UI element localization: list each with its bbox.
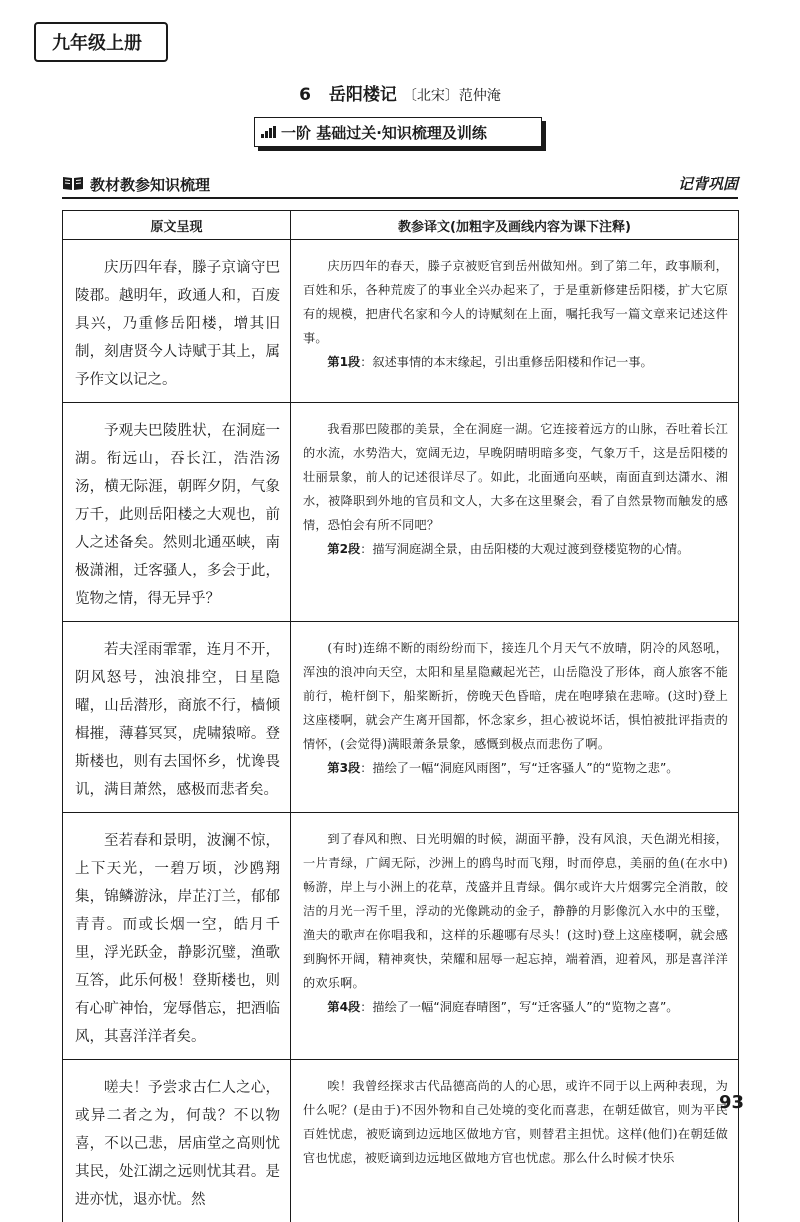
original-text: 至若春和景明，波澜不惊，上下天光，一碧万顷，沙鸥翔集，锦鳞游泳，岸芷汀兰，郁郁青青。而或长烟一空，皓月千里，浮光跃金，静影沉璧，渔歌互答，此乐何极！登斯楼也，则有心旷神怡，宠辱偕忘，把酒临风，其喜洋洋者矣。 <box>75 827 280 1051</box>
table-row <box>63 240 739 403</box>
summary-label: 第4段 <box>327 1000 360 1014</box>
translation-text: 唉！我曾经探求古代品德高尚的人的心思，或许不同于以上两种表现，为什么呢？(是由于)不因外物和自己处境的变化而喜悲，在朝廷做官，则为平民百姓忧虑，被贬谪到边远地区做地方官，则替君主担忧。这样(他们)在朝廷做官也忧虑，被贬谪到边远地区做地方官也忧虑。那么什么时候才快乐 <box>303 1074 728 1170</box>
original-cell <box>63 403 291 622</box>
lesson-author: 〔北宋〕范仲淹 <box>403 88 501 104</box>
paragraph-summary <box>303 995 728 1019</box>
level-banner <box>254 117 542 147</box>
grade-label-box <box>34 22 168 62</box>
translation-cell <box>291 813 739 1060</box>
translation-cell <box>291 1060 739 1222</box>
translation-text: (有时)连绵不断的雨纷纷而下，接连几个月天气不放晴，阴冷的风怒吼，浑浊的浪冲向天空，太阳和星星隐藏起光芒，山岳隐没了形体，商人旅客不能前行，桅杆倒下，船桨断折，傍晚天色昏暗，虎在咆哮猿在悲啼。(这时)登上这座楼啊，就会产生离开国都，怀念家乡，担心被说坏话，惧怕被批评指责的情怀，(会觉得)满眼萧条景象，感慨到极点而悲伤了啊。 <box>303 636 728 756</box>
original-text: 予观夫巴陵胜状，在洞庭一湖。衔远山，吞长江，浩浩汤汤，横无际涯，朝晖夕阴，气象万千，此则岳阳楼之大观也，前人之述备矣。然则北通巫峡，南极潇湘，迁客骚人，多会于此，览物之情，得无异乎？ <box>75 417 280 613</box>
original-cell <box>63 240 291 403</box>
column-header-original: 原文呈现 <box>63 211 291 240</box>
summary-text: ：描写洞庭湖全景，由岳阳楼的大观过渡到登楼览物的心情。 <box>360 542 689 556</box>
bar-chart-icon <box>261 126 277 138</box>
summary-text: ：描绘了一幅“洞庭风雨图”，写“迁客骚人”的“览物之悲”。 <box>360 761 678 775</box>
original-text: 若夫淫雨霏霏，连月不开，阴风怒号，浊浪排空，日星隐曜，山岳潜形，商旅不行，樯倾楫摧，薄暮冥冥，虎啸猿啼。登斯楼也，则有去国怀乡，忧谗畏讥，满目萧然，感极而悲者矣。 <box>75 636 280 804</box>
summary-text: ：描绘了一幅“洞庭春晴图”，写“迁客骚人”的“览物之喜”。 <box>360 1000 678 1014</box>
table-row <box>63 403 739 622</box>
translation-cell <box>291 240 739 403</box>
table-row <box>63 1060 739 1222</box>
original-cell <box>63 622 291 813</box>
section-right-label: 记背巩固 <box>678 173 738 194</box>
banner-text: 一阶 基础过关·知识梳理及训练 <box>281 122 487 143</box>
lesson-name: 岳阳楼记 <box>329 85 397 105</box>
original-cell <box>63 813 291 1060</box>
table-row <box>63 813 739 1060</box>
summary-text: ：叙述事情的本末缘起，引出重修岳阳楼和作记一事。 <box>360 355 653 369</box>
summary-label: 第1段 <box>327 355 360 369</box>
original-cell <box>63 1060 291 1222</box>
paragraph-summary <box>303 350 728 374</box>
column-header-translation: 教参译文(加粗字及画线内容为课下注释) <box>291 211 739 240</box>
paragraph-summary <box>303 537 728 561</box>
page-number: 93 <box>719 1092 744 1113</box>
translation-cell <box>291 622 739 813</box>
lesson-title <box>0 80 800 105</box>
comparison-table <box>62 210 739 1222</box>
table-header-row <box>63 211 739 240</box>
translation-cell <box>291 403 739 622</box>
table-row <box>63 622 739 813</box>
summary-label: 第2段 <box>327 542 360 556</box>
translation-text: 庆历四年的春天，滕子京被贬官到岳州做知州。到了第二年，政事顺利，百姓和乐，各种荒废了的事业全兴办起来了，于是重新修建岳阳楼，扩大它原有的规模，把唐代名家和今人的诗赋刻在上面，嘱托我写一篇文章来记述这件事。 <box>303 254 728 350</box>
summary-label: 第3段 <box>327 761 360 775</box>
section-header <box>62 173 738 199</box>
original-text: 庆历四年春，滕子京谪守巴陵郡。越明年，政通人和，百废具兴，乃重修岳阳楼，增其旧制，刻唐贤今人诗赋于其上，属予作文以记之。 <box>75 254 280 394</box>
book-icon <box>62 175 84 191</box>
grade-label: 九年级上册 <box>52 29 142 55</box>
original-text: 嗟夫！予尝求古仁人之心，或异二者之为，何哉？不以物喜，不以己悲，居庙堂之高则忧其民，处江湖之远则忧其君。是进亦忧，退亦忧。然 <box>75 1074 280 1214</box>
translation-text: 我看那巴陵郡的美景，全在洞庭一湖。它连接着远方的山脉，吞吐着长江的水流，水势浩大，宽阔无边，早晚阴晴明暗多变，气象万千，这是岳阳楼的壮丽景象，前人的记述很详尽了。如此，北面通向巫峡，南面直到达潇水、湘水，被降职到外地的官员和文人，大多在这里聚会，看了自然景物而触发的感情，恐怕会有所不同吧？ <box>303 417 728 537</box>
lesson-number: 6 <box>299 85 311 105</box>
section-label: 教材教参知识梳理 <box>90 174 210 195</box>
paragraph-summary <box>303 756 728 780</box>
translation-text: 到了春风和煦、日光明媚的时候，湖面平静，没有风浪，天色湖光相接，一片青绿，广阔无际，沙洲上的鸥鸟时而飞翔，时而停息，美丽的鱼(在水中)畅游，岸上与小洲上的花草，茂盛并且青绿。偶尔或许大片烟雾完全消散，皎洁的月光一泻千里，浮动的光像跳动的金子，静静的月影像沉入水中的玉璧，渔夫的歌声在你唱我和，这样的乐趣哪有尽头！(这时)登上这座楼啊，就会感到胸怀开阔，精神爽快，荣耀和屈辱一起忘掉，端着酒，迎着风，那是喜洋洋的欢乐啊。 <box>303 827 728 995</box>
